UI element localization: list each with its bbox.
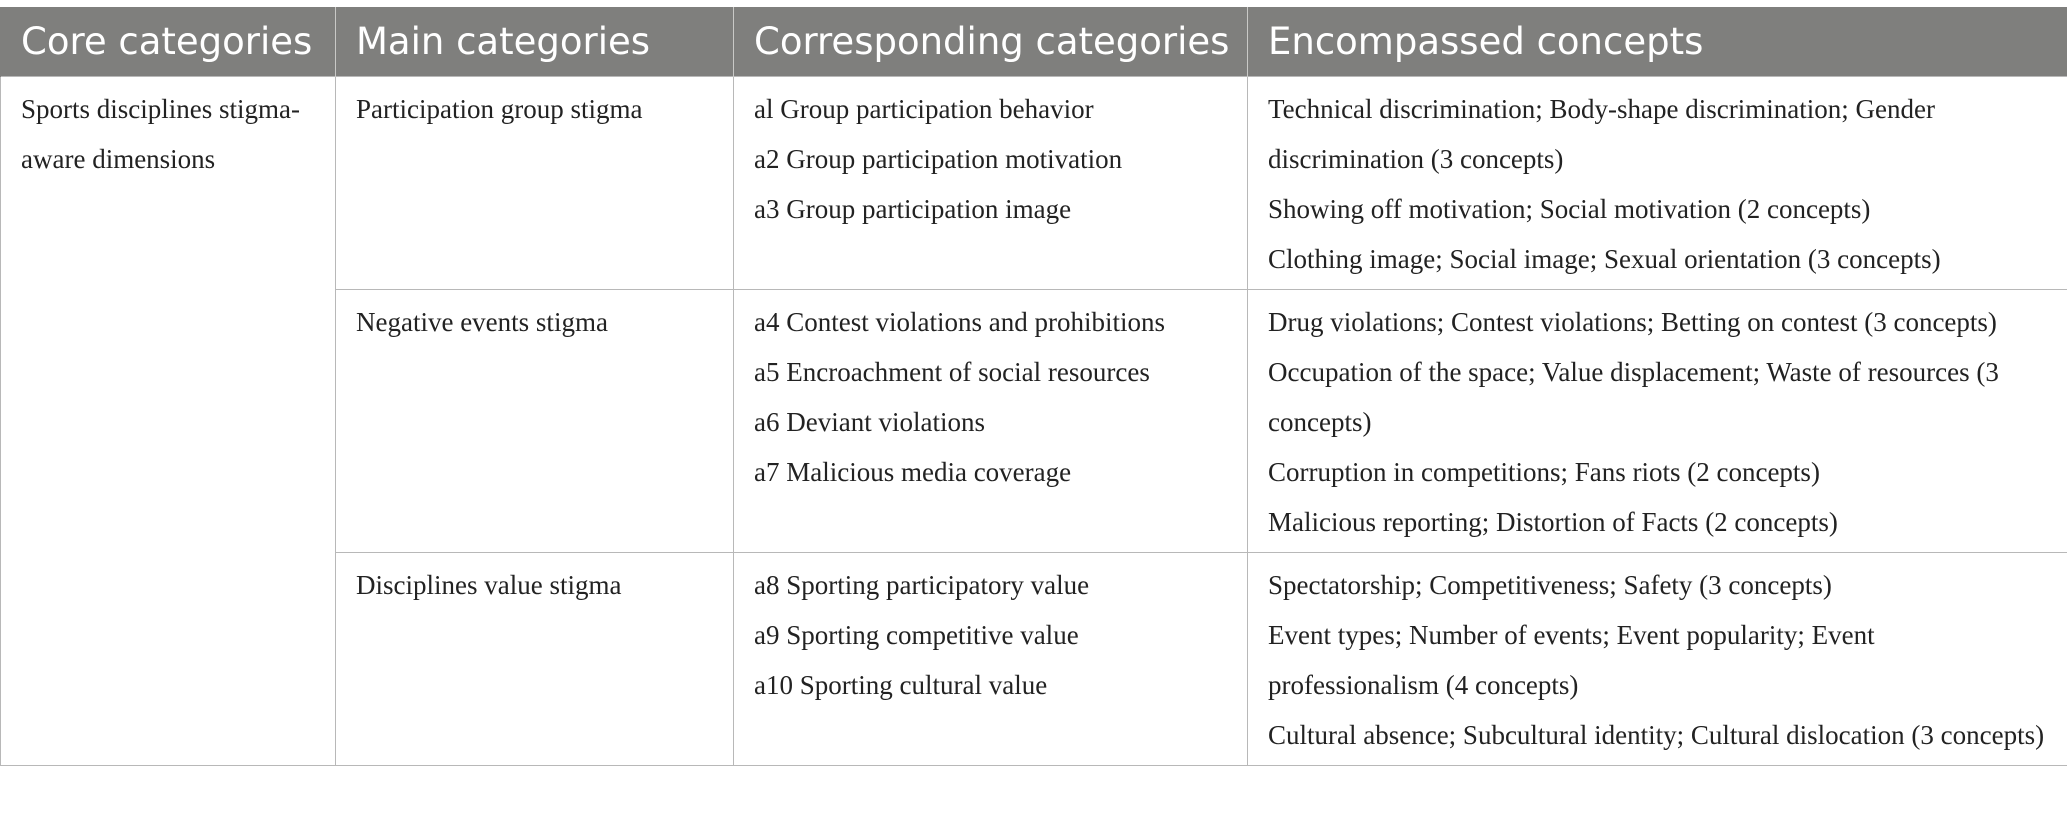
table-header-row (1, 7, 2067, 77)
concepts-cell (1248, 77, 2067, 290)
corresponding-categories-cell (734, 553, 1248, 766)
table-row (1, 77, 2067, 290)
concepts-cell (1248, 553, 2067, 766)
corresponding-item: a8 Sporting participatory value (754, 570, 1090, 600)
corresponding-item: a10 Sporting cultural value (754, 670, 1048, 700)
concept-item: Cultural absence; Subcultural identity; Cultural dislocation (3 concepts) (1268, 720, 2045, 750)
corresponding-categories-cell (734, 290, 1248, 553)
core-category-cell: Sports disciplines stigma-aware dimensions (1, 77, 336, 766)
categories-table-container (0, 7, 2067, 766)
corresponding-item: al Group participation behavior (754, 94, 1094, 124)
header-core-categories: Core categories (1, 7, 336, 77)
header-encompassed-concepts: Encompassed concepts (1248, 7, 2067, 77)
corresponding-item: a4 Contest violations and prohibitions (754, 307, 1165, 337)
main-category-cell: Negative events stigma (336, 290, 734, 553)
concept-item: Showing off motivation; Social motivation (2 concepts) (1268, 194, 1871, 224)
corresponding-item: a5 Encroachment of social resources (754, 357, 1150, 387)
main-category-cell: Disciplines value stigma (336, 553, 734, 766)
concept-item: Drug violations; Contest violations; Betting on contest (3 concepts) (1268, 307, 1997, 337)
corresponding-item: a2 Group participation motivation (754, 144, 1123, 174)
corresponding-item: a6 Deviant violations (754, 407, 985, 437)
header-corresponding-categories: Corresponding categories (734, 7, 1248, 77)
concepts-cell (1248, 290, 2067, 553)
concept-item: Event types; Number of events; Event popularity; Event professionalism (4 concepts) (1268, 620, 1875, 700)
corresponding-item: a3 Group participation image (754, 194, 1072, 224)
corresponding-categories-cell (734, 77, 1248, 290)
concept-item: Corruption in competitions; Fans riots (2 concepts) (1268, 457, 1820, 487)
main-category-cell: Participation group stigma (336, 77, 734, 290)
concept-item: Malicious reporting; Distortion of Facts (2 concepts) (1268, 507, 1838, 537)
concept-item: Occupation of the space; Value displacement; Waste of resources (3 concepts) (1268, 357, 1999, 437)
concept-item: Technical discrimination; Body-shape discrimination; Gender discrimination (3 concepts) (1268, 94, 1935, 174)
categories-table (0, 7, 2067, 766)
concept-item: Clothing image; Social image; Sexual orientation (3 concepts) (1268, 244, 1941, 274)
header-main-categories: Main categories (336, 7, 734, 77)
concept-item: Spectatorship; Competitiveness; Safety (3 concepts) (1268, 570, 1832, 600)
corresponding-item: a7 Malicious media coverage (754, 457, 1072, 487)
corresponding-item: a9 Sporting competitive value (754, 620, 1079, 650)
